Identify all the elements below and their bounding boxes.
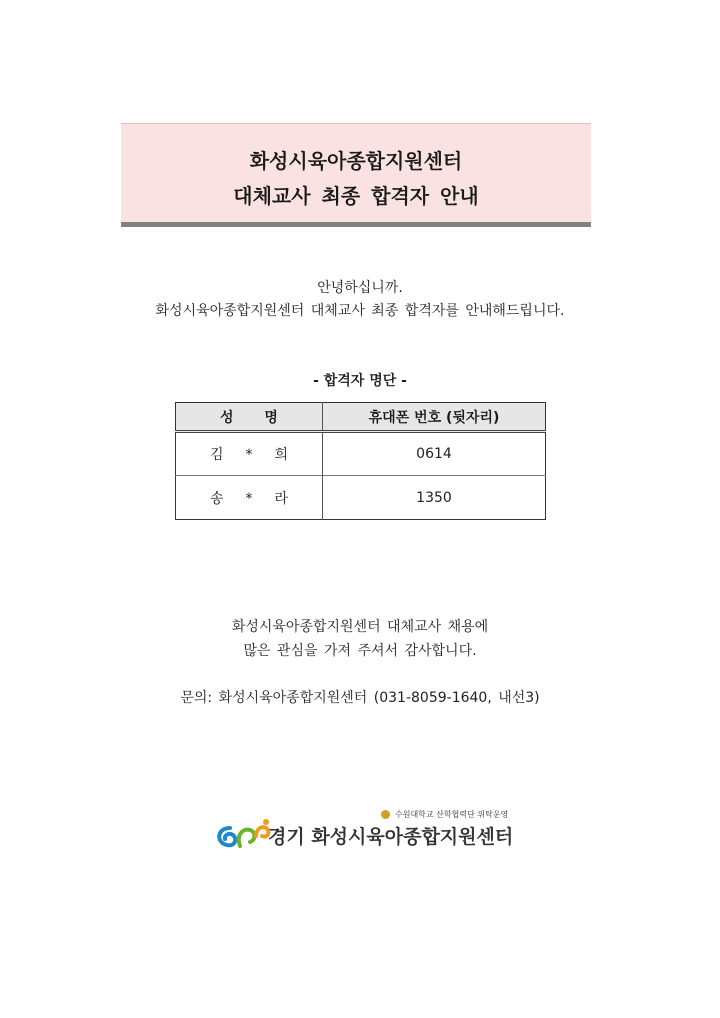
name-mask: *	[245, 447, 253, 463]
university-emblem-icon	[381, 810, 390, 819]
phone-cell: 1350	[323, 476, 546, 520]
title-notice: 대체교사 최종 합격자 안내	[233, 184, 479, 208]
name-mask: *	[245, 490, 253, 507]
name-part: 희	[274, 447, 289, 463]
title-banner	[121, 123, 591, 227]
contact-info: 문의: 화성시육아종합지원센터 (031-8059-1640, 내선3)	[180, 690, 540, 706]
greeting-line: 안녕하십니까.	[317, 280, 403, 296]
title-org: 화성시육아종합지원센터	[249, 149, 463, 173]
roster-heading: - 합격자 명단 -	[313, 373, 407, 389]
header-phone: 휴대폰 번호 (뒷자리)	[323, 403, 546, 432]
logo-swirl-blue	[219, 828, 235, 845]
header-name: 성 명	[176, 403, 323, 432]
table-row	[176, 476, 546, 520]
logo-swirl-orange	[256, 827, 269, 836]
name-part: 라	[274, 490, 289, 507]
logo-swirl-green	[239, 830, 255, 846]
name-part: 송	[209, 490, 224, 507]
phone-cell: 0614	[323, 432, 546, 476]
name-cell	[176, 476, 323, 520]
name-cell	[176, 432, 323, 476]
greeting-message: 화성시육아종합지원센터 대체교사 최종 합격자를 안내해드립니다.	[155, 303, 565, 319]
closing-thanks: 많은 관심을 가져 주셔서 감사합니다.	[243, 643, 477, 659]
name-part: 김	[209, 447, 224, 463]
table-header-row	[176, 403, 546, 432]
logo-org-name: 경기 화성시육아종합지원센터	[268, 826, 514, 848]
roster-table	[175, 402, 546, 520]
table-row	[176, 432, 546, 476]
closing-line: 화성시육아종합지원센터 대체교사 채용에	[231, 619, 489, 635]
logo-subtitle: 수원대학교 산학협력단 위탁운영	[395, 810, 509, 819]
